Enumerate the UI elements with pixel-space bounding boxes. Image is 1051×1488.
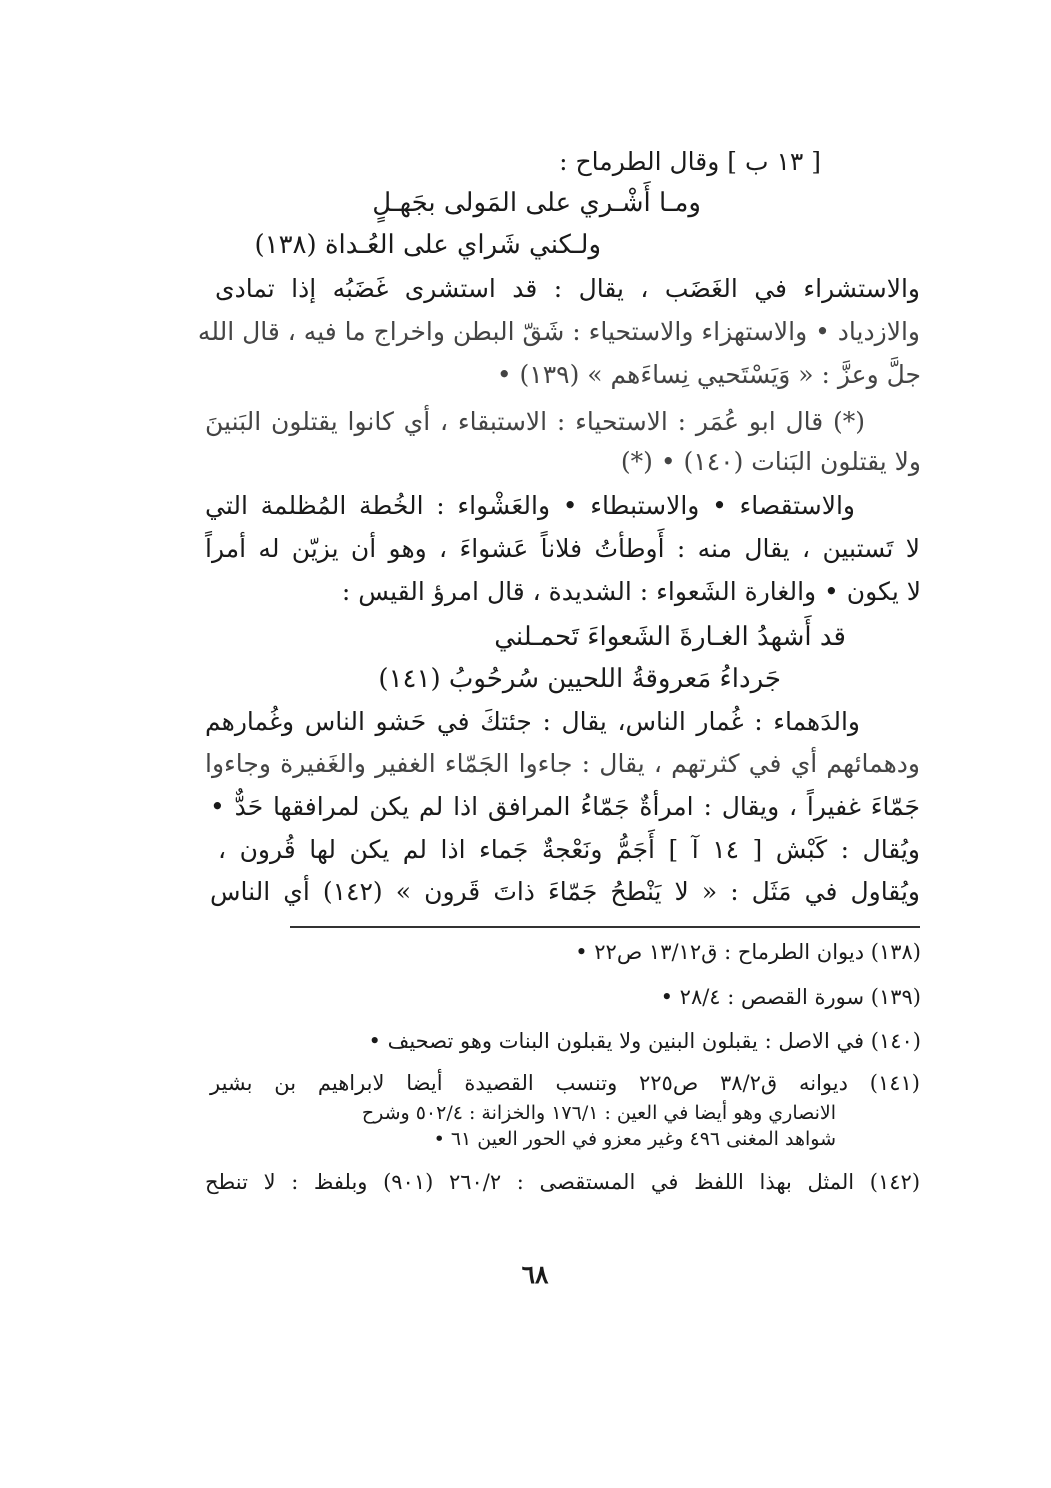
text-line-18: ويُقاول في مَثَل : « لا يَنْطحُ جَمّاءَ ذاتَ قَرون » (١٤٢) أي الناس [210, 877, 920, 906]
footnote-139: (١٣٩) سورة القصص : ٢٨/٤ • [660, 985, 921, 1009]
text-line-6: جلَّ وعزَّ : « وَيَسْتَحيي نِساءَهم » (١٣٩) • [496, 360, 921, 389]
text-line-7: (*) قال ابو عُمَر : الاستحياء : الاستبقاء ، أي كانوا يقتلون البَنينَ [205, 407, 865, 436]
verse-line-3: قد أَشهدُ الغـارةَ الشَعواءَ تَحمـلني [494, 622, 846, 652]
text-line-1: [ ١٣ ب ] وقال الطرماح : [559, 147, 821, 176]
footnote-141-line-2: الانصاري وهو أيضا في العين : ١٧٦/١ والخزانة : ٥٠٢/٤ وشرح [361, 1102, 836, 1124]
footnote-divider [290, 926, 920, 928]
text-line-9: والاستقصاء • والاستبطاء • والعَشْواء : الخُطة المُظلمة التي [205, 491, 855, 520]
text-line-15: ودهمائهم أي في كثرتهم ، يقال : جاءوا الجَمّاء الغفير والغَفيرة وجاءوا [205, 749, 920, 778]
footnote-141-line-3: شواهد المغنى ٤٩٦ وغير معزو في الحور العين ٦١ • [433, 1128, 836, 1150]
text-line-16: جَمّاءَ غفيراً ، ويقال : امرأةٌ جَمّاءُ المرافق اذا لم يكن لمرافقها حَدٌّ • [210, 792, 920, 821]
verse-line-2: ولـكني شَراي على العُـداة (١٣٨) [254, 230, 601, 260]
footnote-138: (١٣٨) ديوان الطرماح : ق١٣/١٢ ص٢٢ • [575, 940, 921, 964]
footnote-141-line-1: (١٤١) ديوانه ق٣٨/٢ ص٢٢٥ وتنسب القصيدة أيضا لابراهيم بن بشير [210, 1071, 920, 1095]
verse-line-1: ومـا أَشْـري على المَولى بجَهـلٍ [372, 188, 701, 218]
page-number: ٦٨ [521, 1260, 549, 1289]
text-line-5: والازدياد • والاستهزاء والاستحياء : شَقّ البطن واخراج ما فيه ، قال الله [197, 317, 920, 346]
verse-line-4: جَرداءُ مَعروقةُ اللحيين سُرحُوبُ (١٤١) [378, 664, 781, 694]
text-line-11: لا يكون • والغارة الشَعواء : الشديدة ، قال امرؤ القيس : [341, 577, 921, 606]
footnote-142: (١٤٢) المثل بهذا اللفظ في المستقصى : ٢٦٠/٢ (٩٠١) وبلفظ : لا تنطح [205, 1170, 921, 1194]
text-line-17: ويُقال : كَبْش [ ١٤ آ ] أَجَمُّ ونَعْجةٌ جَماء اذا لم يكن لها قُرون ، [218, 835, 920, 864]
footnote-140: (١٤٠) في الاصل : يقبلون البنين ولا يقبلون البنات وهو تصحيف • [368, 1029, 921, 1053]
text-line-8: ولا يقتلون البَنات (١٤٠) • (*) [620, 447, 921, 476]
text-line-4: والاستشراء في الغَضَب ، يقال : قد استشرى غَضَبُه إذا تمادى [215, 274, 920, 303]
text-line-14: والدَهماء : غُمار الناس، يقال : جئتكَ في حَشو الناس وغُمارهم [205, 707, 860, 736]
text-line-10: لا تَستبين ، يقال منه : أَوطأتُ فلاناً عَشواءَ ، وهو أن يزيّن له أمراً [205, 534, 920, 563]
